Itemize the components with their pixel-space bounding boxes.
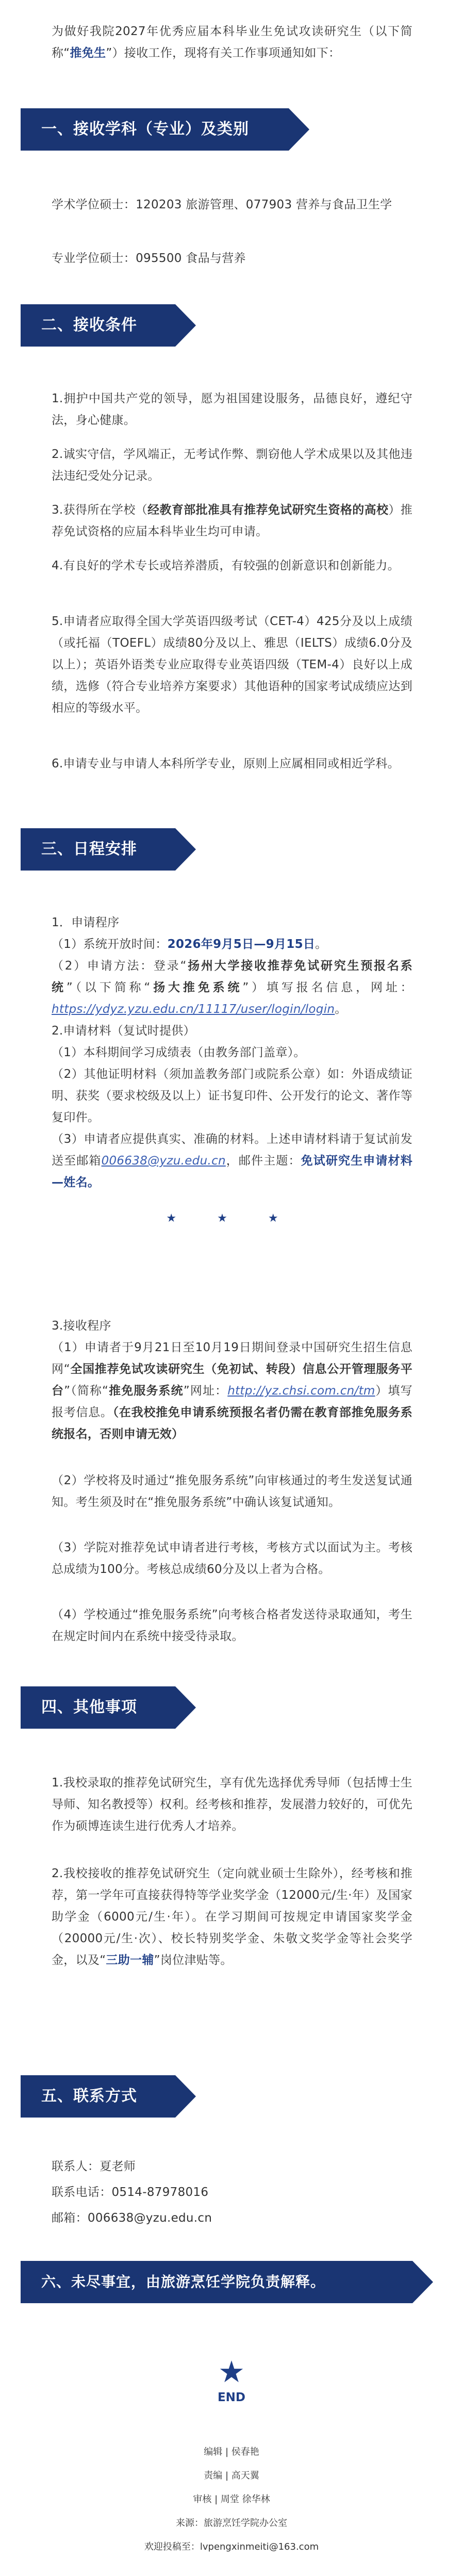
s3-p1-2-short: 扬大推免系统 (150, 981, 243, 994)
section-title-4: 四、其他事项 (41, 1698, 137, 1716)
s1-academic-degree: 学术学位硕士：120203 旅游管理、077903 营养与食品卫生学 (52, 198, 392, 211)
s2-condition-4: 4.有良好的学术专长或培养潜质，有较强的创新意识和创新能力。 (52, 559, 400, 572)
s3-p1-2 (52, 955, 412, 1020)
intro-text-post: ”）接收工作，现将有关工作事项通知如下： (106, 46, 341, 60)
credit-editor: 编辑 | 侯春艳 (204, 2447, 259, 2457)
s2-condition-3 (52, 499, 412, 543)
s2-condition-2: 2.诚实守信，学风端正，无考试作弊、剽窃他人学术成果以及其他违法违纪受处分记录。 (52, 448, 412, 483)
s4-other-2 (52, 1863, 412, 1971)
s4-o2-post: ”岗位津贴等。 (154, 1954, 233, 1967)
s4-other-1: 1.我校录取的推荐免试研究生，享有优先选择优秀导师（包括博士生导师、知名教授等）权利。经考核和推荐，发展潜力较好的，可优先作为硕博连读生进行优秀人才培养。 (52, 1776, 412, 1833)
s3-p3-3: （3）学院对推荐免试申请者进行考核，考核方式以面试为主。考核总成绩为100分。考核总成绩60分及以上者为合格。 (52, 1541, 412, 1576)
s3-p1-1 (52, 933, 412, 955)
s3-p1-2-end: 。 (335, 1003, 347, 1016)
s3-p2-3-mid: ，邮件主题： (225, 1154, 301, 1168)
s3-p3-1 (52, 1337, 412, 1445)
s3-p2-3-pre: （3）申请者应提供真实、准确的材料。上述申请材料请于复试前发送至邮箱 (52, 1133, 412, 1168)
s4-o2-pre: 2.我校接收的推荐免试研究生（定向就业硕士生除外），经考核和推荐，第一学年可直接获得特等学业奖学金（12000元/生·年）及国家助学金（6000元/生·年）。在学习期间可按规定申请国家奖学金（20000元/生·次）、校长特别奖学金、朱敬文奖学金等社会奖学金，以及“ (52, 1867, 412, 1967)
credit-reviewer: 审核 | 周堂 徐华林 (193, 2494, 270, 2505)
s3-p3-1-mid: ”（简称“ (64, 1384, 109, 1398)
section-title-5: 五、联系方式 (41, 2087, 137, 2105)
email-link[interactable]: 006638@yzu.edu.cn (101, 1154, 226, 1168)
s2-condition-6: 6.申请专业与申请人本科所学专业，原则上应属相同或相近学科。 (52, 757, 400, 770)
s3-p2-2: （2）其他证明材料（须加盖教务部门或院系公章）如：外语成绩证明、获奖（要求校级及以上）证书复印件、公开发行的论文、著作等复印件。 (52, 1068, 412, 1124)
s2-c3-post: ）推荐免试资格的应届本科毕业生均可申请。 (52, 503, 412, 538)
s3-p1-1-post: 。 (315, 938, 327, 951)
contact-email: 邮箱：006638@yzu.edu.cn (52, 2211, 212, 2225)
s3-p3-2: （2）学校将及时通过“推免服务系统”向审核通过的考生发送复试通知。考生须及时在“推免服务系统”中确认该复试通知。 (52, 1474, 412, 1509)
section-title-3: 三、日程安排 (41, 840, 137, 858)
section-banner-4 (21, 1686, 320, 1729)
s3-p3-4: （4）学校通过“推免服务系统”向考核合格者发送待录取通知，考生在规定时间内在系统中接受待录取。 (52, 1608, 412, 1643)
section-banner-3 (21, 828, 320, 871)
section-banner-5 (21, 2075, 320, 2118)
s2-condition-1: 1.拥护中国共产党的领导，愿为祖国建设服务，品德良好，遵纪守法，身心健康。 (52, 392, 412, 427)
s3-p1-1-pre: （1）系统开放时间： (52, 938, 168, 951)
s3-p3-1-platform: 全国推荐免试攻读研究生（免初试、转段）信息公开管理服务平台 (52, 1363, 412, 1398)
contact-phone: 联系电话：0514-87978016 (52, 2186, 209, 2199)
section-title-1: 一、接收学科（专业）及类别 (41, 120, 249, 138)
end-star-icon: ★ (218, 2354, 245, 2389)
s3-p3-title: 3.接收程序 (52, 1319, 111, 1333)
s3-p3-1-mid3: ）填写报考信息。 (52, 1384, 412, 1419)
s3-p2-3 (52, 1128, 412, 1193)
s3-open-date: 2026年9月5日—9月15日 (167, 938, 316, 951)
section-title-6: 六、未尽事宜，由旅游烹饪学院负责解释。 (41, 2273, 326, 2290)
divider-stars: ★ ★ ★ (166, 1212, 297, 1225)
section-banner-6 (21, 2261, 443, 2303)
s3-p1-2-mid: ”（以下简称“ (66, 981, 151, 994)
intro-paragraph (52, 21, 412, 64)
s1-professional-degree: 专业学位硕士：095500 食品与营养 (52, 252, 246, 265)
s3-p3-1-mid2: ”网址： (183, 1384, 228, 1398)
s2-c3-pre: 3.获得所在学校（ (52, 503, 148, 517)
s3-p3-1-pre: （1）申请者于9月21日至10月19日期间登录中国研究生招生信息网“ (52, 1341, 412, 1376)
s2-condition-5: 5.申请者应取得全国大学英语四级考试（CET-4）425分及以上成绩（或托福（TOEFL）成绩80分及以上、雅思（IELTS）成绩6.0分及以上）；英语外语类专业应取得专业英语四级（TEM-4）良好以上成绩，选修（符合专业培养方案要求）其他语种的国家考试成绩应达到相应的等级水平。 (52, 615, 412, 715)
chsi-link[interactable]: http://yz.chsi.com.cn/tm (227, 1384, 375, 1398)
yzu-login-link[interactable]: https://ydyz.yzu.edu.cn/11117/user/login/login (52, 1003, 335, 1016)
s4-o2-highlight: 三助一辅 (106, 1954, 154, 1967)
credit-source: 来源：旅游烹饪学院办公室 (176, 2518, 287, 2529)
s2-c3-bold: 经教育部批准具有推荐免试研究生资格的高校 (147, 503, 389, 517)
intro-text-pre: 为做好我院2027年优秀应届本科毕业生免试攻读研究生（以下简称“ (52, 25, 412, 60)
s3-p3-1-short: 推免服务系统 (108, 1384, 184, 1398)
section-banner-2 (21, 304, 320, 347)
s3-p1-2-mid2: ”）填写报名信息，网址： (242, 981, 412, 994)
contact-person: 联系人：夏老师 (52, 2160, 136, 2173)
s3-p1-2-system: 扬州大学接收推荐免试研究生预报名系统 (52, 959, 412, 994)
credit-chief-editor: 责编 | 高天翼 (204, 2470, 259, 2481)
intro-highlight: 推免生 (70, 46, 106, 60)
s3-p3-1-note: （在我校推免申请系统预报名者仍需在教育部推免服务系统报名，否则申请无效） (52, 1406, 413, 1441)
s3-p1-2-pre: （2）申请方法：登录“ (52, 959, 187, 973)
s3-p2-3-subject: 免试研究生申请材料—姓名。 (52, 1154, 412, 1189)
s3-p2-title: 2.申请材料（复试时提供） (52, 1024, 195, 1038)
section-banner-1 (21, 108, 320, 151)
credit-submit: 欢迎投稿至：lvpengxinmeiti@163.com (144, 2541, 319, 2552)
s3-p2-1: （1）本科期间学习成绩表（由教务部门盖章）。 (52, 1046, 306, 1059)
end-label: END (217, 2391, 246, 2404)
s3-p1-title: 1．申请程序 (52, 916, 120, 929)
section-title-2: 二、接收条件 (41, 316, 137, 334)
